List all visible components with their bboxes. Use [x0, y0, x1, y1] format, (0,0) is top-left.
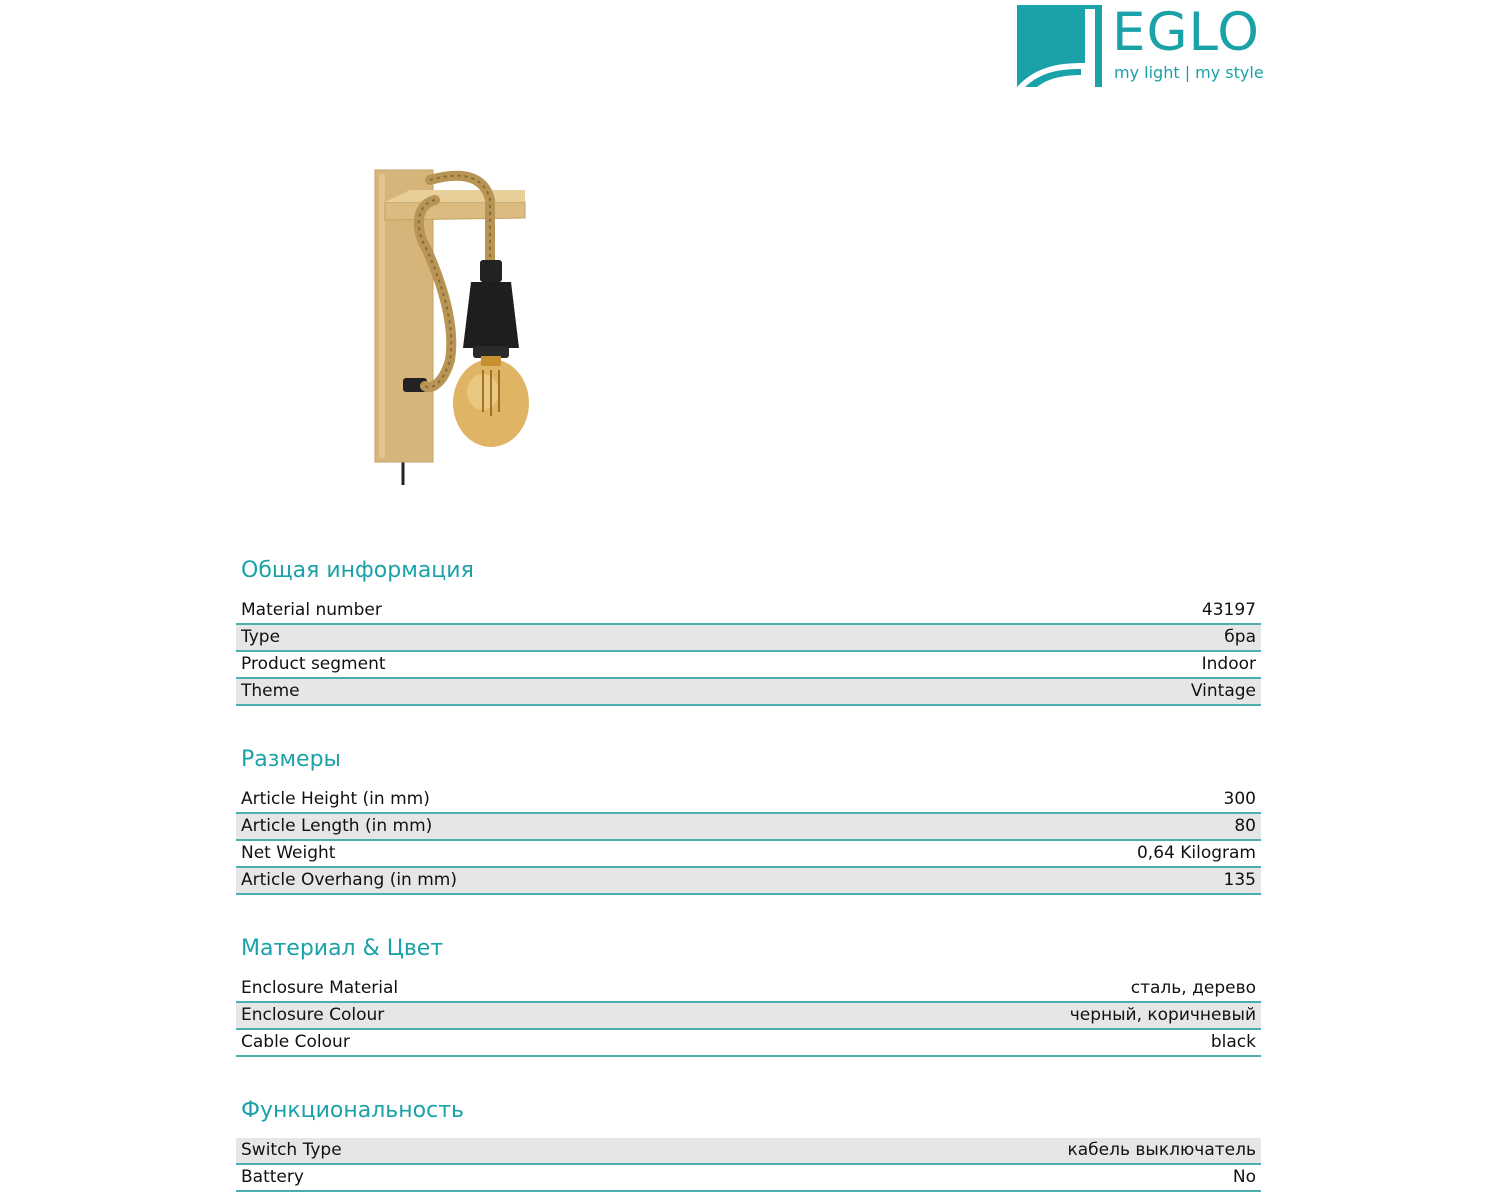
- row-value: Indoor: [1201, 654, 1256, 674]
- brand-tagline: my light | my style: [1114, 63, 1264, 82]
- section-title-functionality: Функциональность: [241, 1098, 464, 1123]
- row-value: Vintage: [1190, 681, 1256, 701]
- row-label: Net Weight: [241, 843, 336, 863]
- table-row: [236, 598, 1261, 625]
- row-value: 135: [1223, 870, 1256, 890]
- row-label: Switch Type: [241, 1140, 342, 1160]
- table-row: [236, 814, 1261, 841]
- brand-name: EGLO: [1112, 2, 1260, 63]
- row-value: 300: [1223, 789, 1256, 809]
- row-value: black: [1210, 1032, 1256, 1052]
- table-row: [236, 1003, 1261, 1030]
- table-row: [236, 1030, 1261, 1057]
- product-image: [355, 160, 555, 500]
- table-row: [236, 1138, 1261, 1165]
- section-title-material-colour: Материал & Цвет: [241, 936, 444, 961]
- table-row: [236, 841, 1261, 868]
- spec-table-general: [236, 598, 1261, 706]
- row-value: кабель выключатель: [1067, 1140, 1256, 1160]
- row-value: No: [1232, 1167, 1256, 1187]
- table-row: [236, 976, 1261, 1003]
- row-label: Cable Colour: [241, 1032, 350, 1052]
- row-label: Article Height (in mm): [241, 789, 430, 809]
- eglo-logo-icon: [1017, 5, 1102, 87]
- row-value: бра: [1224, 627, 1256, 647]
- table-row: [236, 1165, 1261, 1192]
- table-row: [236, 679, 1261, 706]
- spec-table-material-colour: [236, 976, 1261, 1057]
- row-value: 43197: [1201, 600, 1256, 620]
- row-label: Theme: [241, 681, 300, 701]
- row-label: Article Length (in mm): [241, 816, 433, 836]
- row-value: 0,64 Kilogram: [1136, 843, 1256, 863]
- row-label: Product segment: [241, 654, 386, 674]
- table-row: [236, 652, 1261, 679]
- section-title-dimensions: Размеры: [241, 747, 341, 772]
- row-label: Battery: [241, 1167, 304, 1187]
- row-label: Material number: [241, 600, 382, 620]
- brand-logo: [1017, 2, 1267, 89]
- spec-table-dimensions: [236, 787, 1261, 895]
- table-row: [236, 625, 1261, 652]
- table-row: [236, 787, 1261, 814]
- spec-table-functionality: [236, 1138, 1261, 1192]
- table-row: [236, 868, 1261, 895]
- row-label: Enclosure Material: [241, 978, 399, 998]
- section-title-general: Общая информация: [241, 558, 474, 583]
- row-value: черный, коричневый: [1069, 1005, 1256, 1025]
- row-value: сталь, дерево: [1130, 978, 1256, 998]
- row-label: Enclosure Colour: [241, 1005, 385, 1025]
- row-label: Type: [241, 627, 281, 647]
- row-label: Article Overhang (in mm): [241, 870, 457, 890]
- row-value: 80: [1234, 816, 1256, 836]
